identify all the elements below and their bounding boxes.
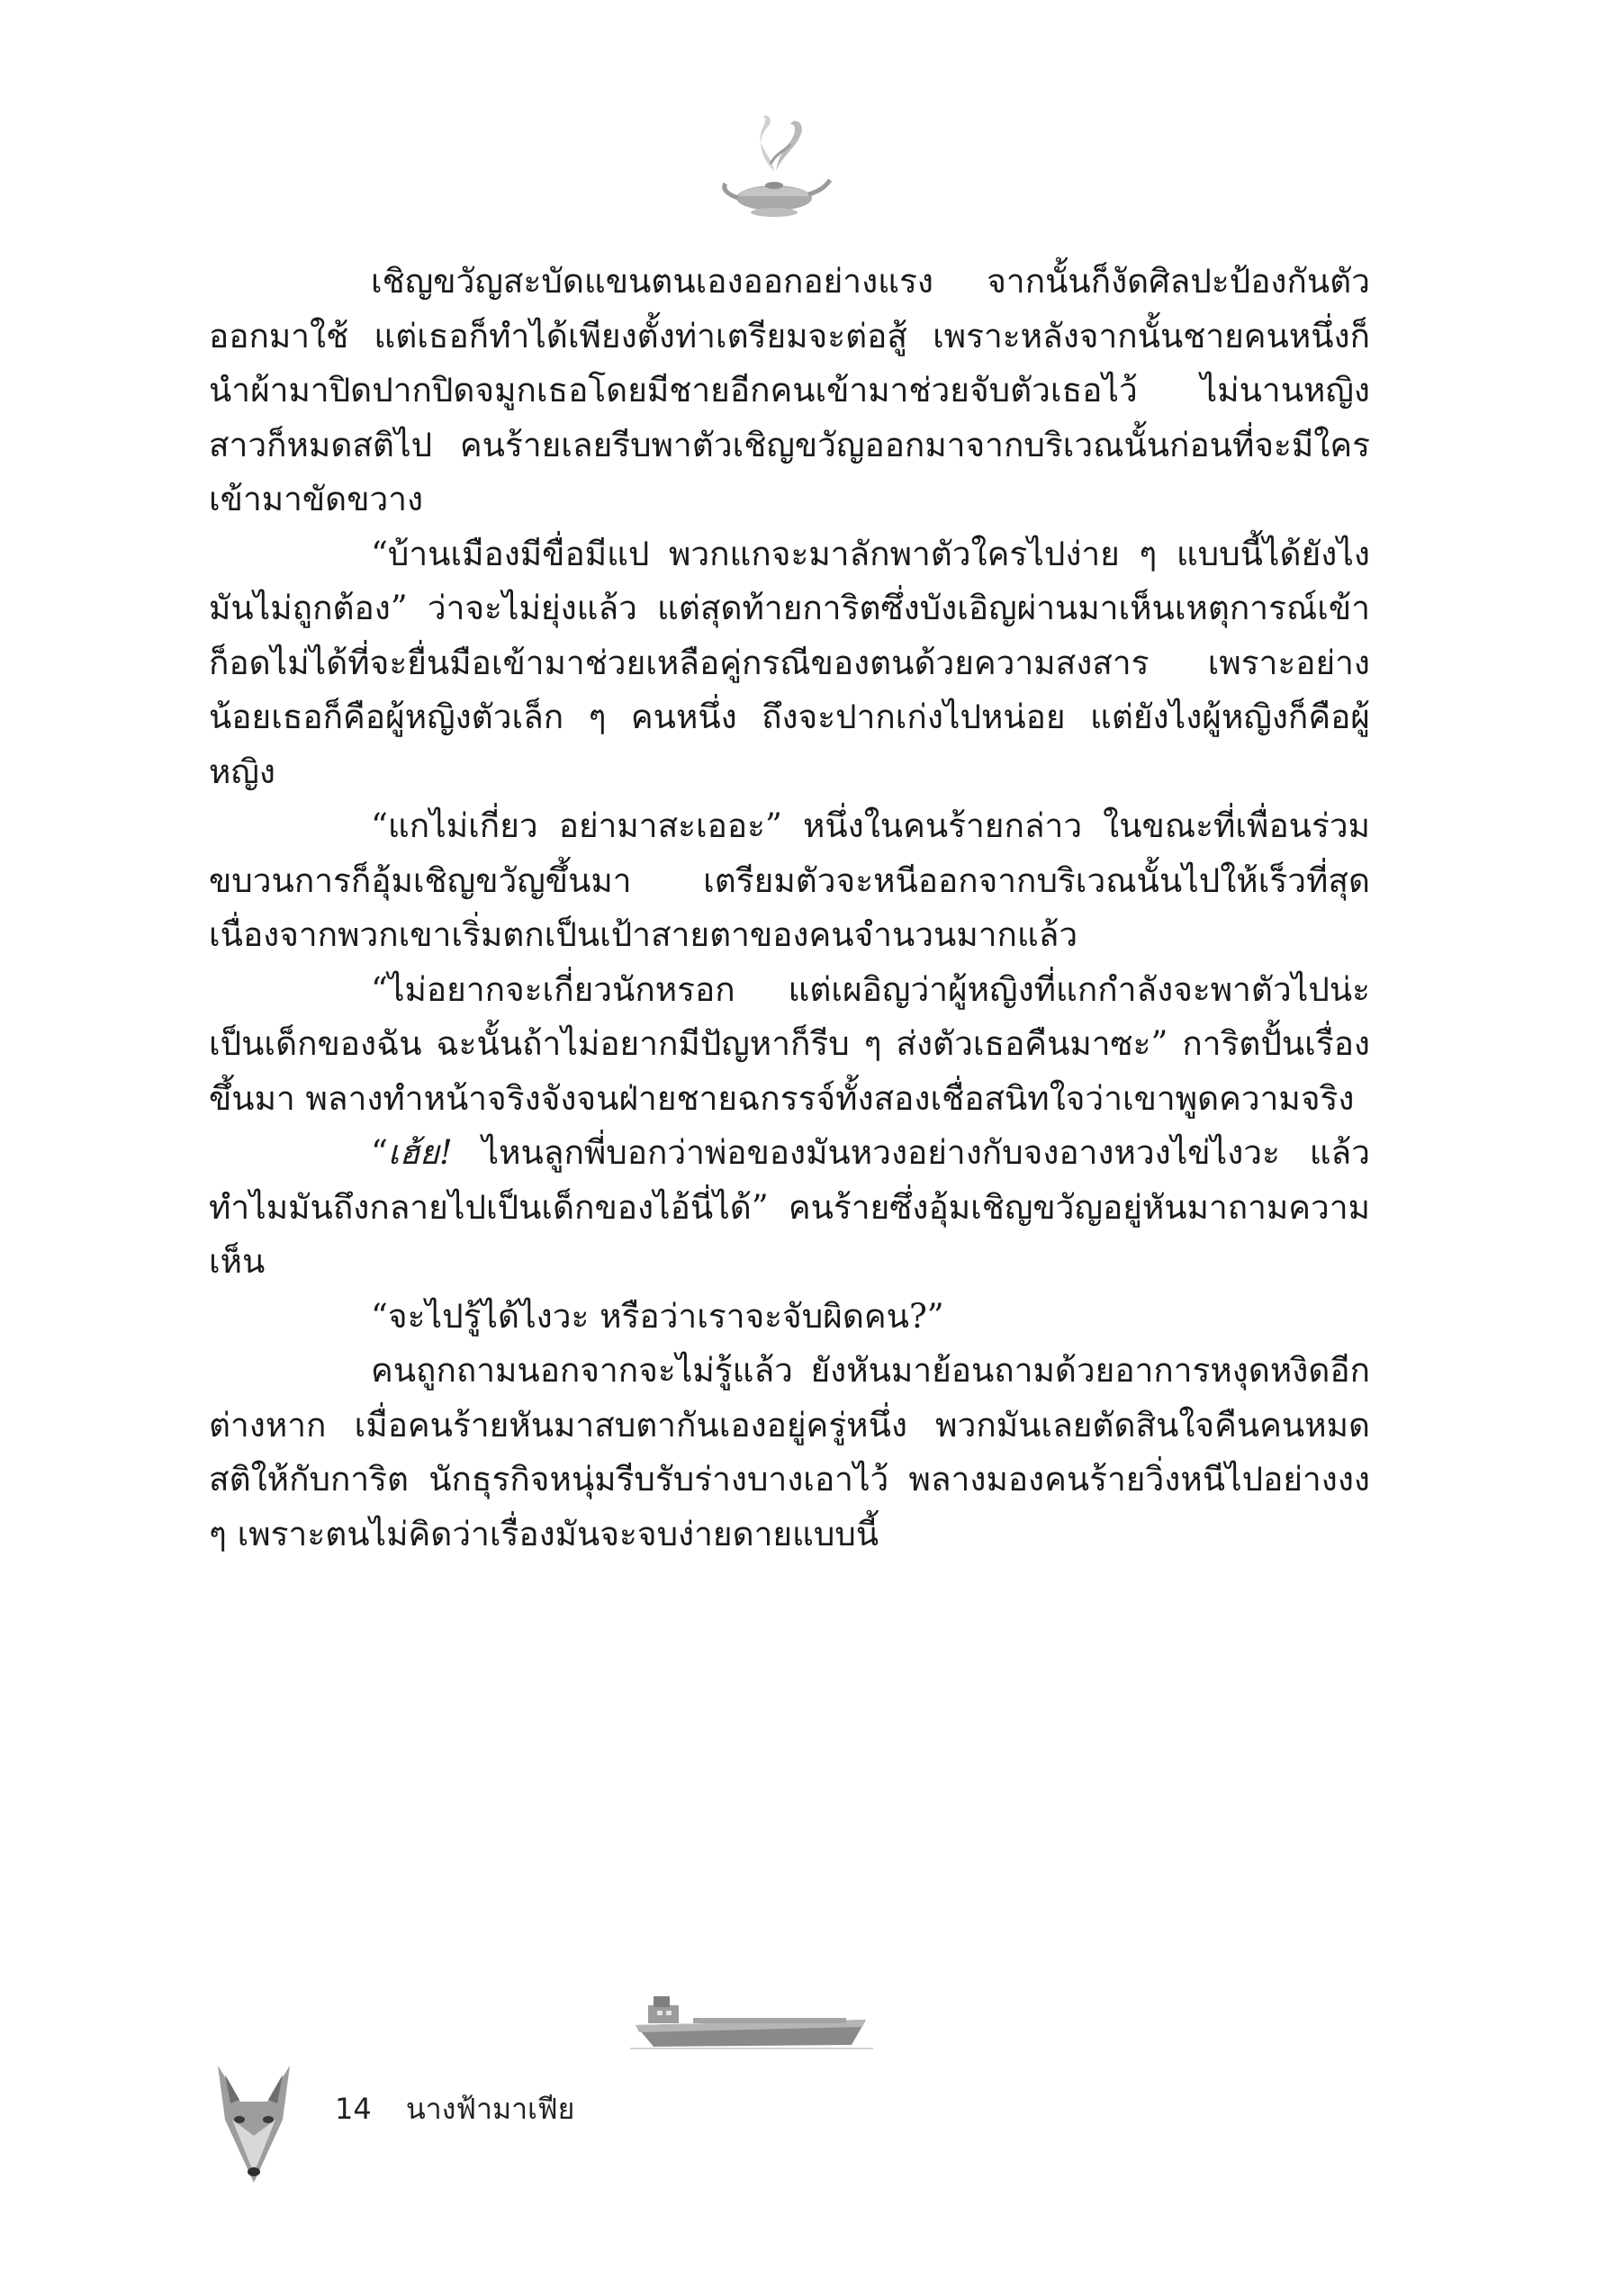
paragraph-5: [209, 1126, 1370, 1290]
page-number: 14: [335, 2092, 372, 2126]
paragraph-5-text: ไหนลูกพี่บอกว่าพ่อของมันหวงอย่างกับจงอางหวงไข่ไงวะ แล้วทำไมมันถึงกลายไปเป็นเด็กของไอ้นี่ได้” คนร้ายซึ่งอุ้มเชิญขวัญอยู่หันมาถามความเห็น: [209, 1133, 1370, 1281]
page-footer: [335, 2086, 574, 2132]
fox-head-icon: [200, 2057, 308, 2192]
paragraph-6: “จะไปรู้ได้ไงวะ หรือว่าเราจะจับผิดคน?”: [371, 1296, 944, 1336]
paragraph-1: เชิญขวัญสะบัดแขนตนเองออกอย่างแรง จากนั้นก็งัดศิลปะป้องกันตัวออกมาใช้ แต่เธอก็ทำได้เพียงตั้งท่าเตรียมจะต่อสู้ เพราะหลังจากนั้นชายคนหนึ่งก็นำผ้ามาปิดปากปิดจมูกเธอโดยมีชายอีกคนเข้ามาช่วยจับตัวเธอไว้ ไม่นานหญิงสาวก็หมดสติไป คนร้ายเลยรีบพาตัวเชิญขวัญออกมาจากบริเวณนั้นก่อนที่จะมีใครเข้ามาขัดขวาง: [209, 262, 1370, 518]
ship-icon: [630, 1989, 873, 2052]
paragraph-7: คนถูกถามนอกจากจะไม่รู้แล้ว ยังหันมาย้อนถามด้วยอาการหงุดหงิดอีกต่างหาก เมื่อคนร้ายหันมาสบตากันเองอยู่ครู่หนึ่ง พวกมันเลยตัดสินใจคืนคนหมดสติให้กับการิต นักธุรกิจหนุ่มรีบรับร่างบางเอาไว้ พลางมองคนร้ายวิ่งหนีไปอย่างงง ๆ เพราะตนไม่คิดว่าเรื่องมันจะจบง่ายดายแบบนี้: [209, 1351, 1370, 1553]
body-text: [209, 255, 1370, 1562]
genie-lamp-icon: [711, 108, 837, 234]
paragraph-4: “ไม่อยากจะเกี่ยวนักหรอก แต่เผอิญว่าผู้หญิงที่แกกำลังจะพาตัวไปน่ะ เป็นเด็กของฉัน ฉะนั้นถ้าไม่อยากมีปัญหาก็รีบ ๆ ส่งตัวเธอคืนมาซะ” การิตปั้นเรื่องขึ้นมา พลางทำหน้าจริงจังจนฝ่ายชายฉกรรจ์ทั้งสองเชื่อสนิทใจว่าเขาพูดความจริง: [209, 969, 1370, 1118]
paragraph-3: “แกไม่เกี่ยว อย่ามาสะเออะ” หนึ่งในคนร้ายกล่าว ในขณะที่เพื่อนร่วมขบวนการก็อุ้มเชิญขวัญขึ้นมา เตรียมตัวจะหนีออกจากบริเวณนั้นไปให้เร็วที่สุด เนื่องจากพวกเขาเริ่มตกเป็นเป้าสายตาของคนจำนวนมากแล้ว: [209, 806, 1370, 954]
open-quote: “: [371, 1133, 388, 1172]
book-title: นางฟ้ามาเฟีย: [405, 2092, 575, 2126]
paragraph-2: “บ้านเมืองมีขื่อมีแป พวกแกจะมาลักพาตัวใครไปง่าย ๆ แบบนี้ได้ยังไง มันไม่ถูกต้อง” ว่าจะไม่ยุ่งแล้ว แต่สุดท้ายการิตซึ่งบังเอิญผ่านมาเห็นเหตุการณ์เข้าก็อดไม่ได้ที่จะยื่นมือเข้ามาช่วยเหลือคู่กรณีของตนด้วยความสงสาร เพราะอย่างน้อยเธอก็คือผู้หญิงตัวเล็ก ๆ คนหนึ่ง ถึงจะปากเก่งไปหน่อย แต่ยังไงผู้หญิงก็คือผู้หญิง: [209, 534, 1370, 791]
italic-exclamation: เฮ้ย!: [387, 1133, 453, 1172]
